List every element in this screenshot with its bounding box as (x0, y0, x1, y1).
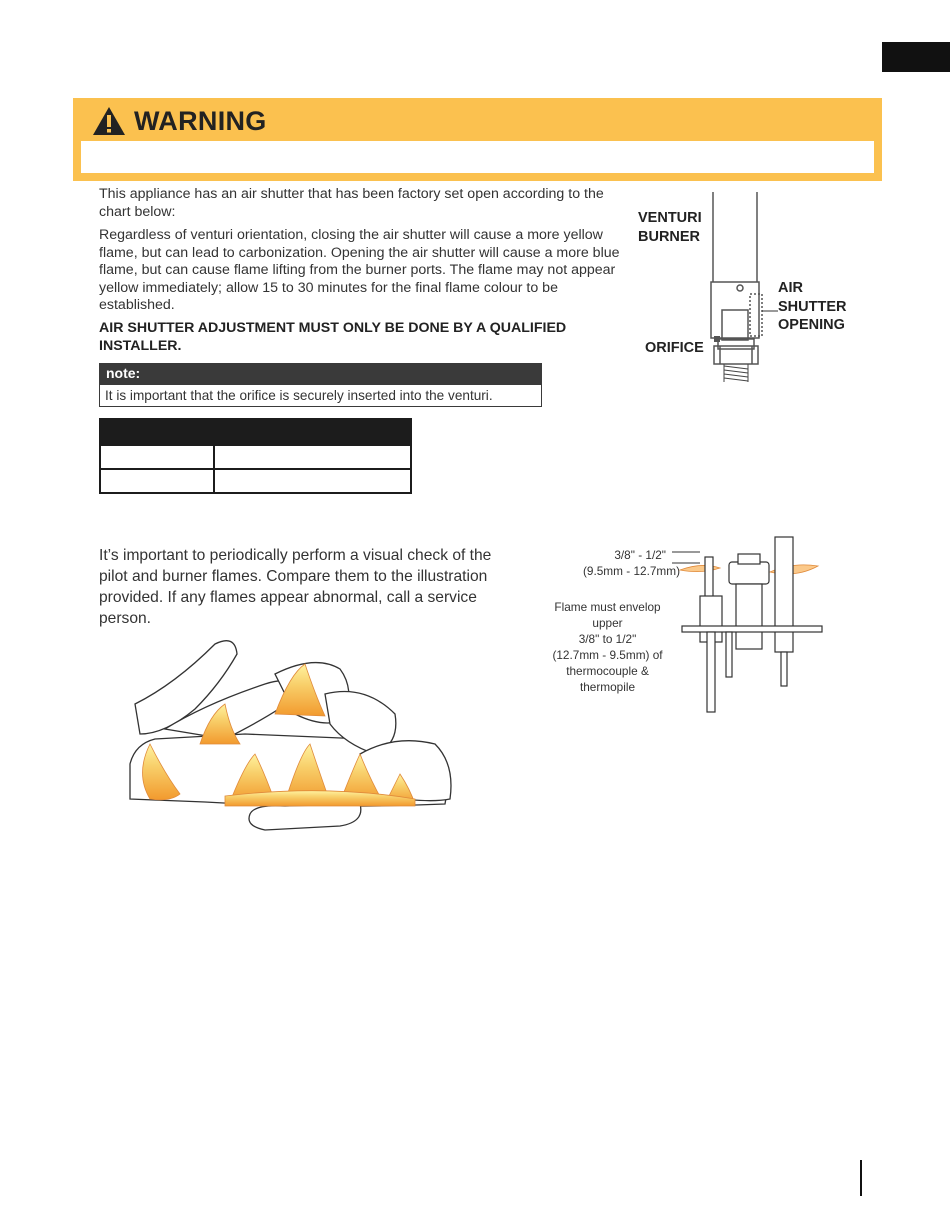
venturi-burner-text: VENTURI BURNER (638, 210, 702, 245)
warning-title: WARNING (134, 105, 267, 136)
label-orifice: ORIFICE (645, 340, 704, 356)
pilot-assembly-diagram (672, 532, 830, 714)
air-shutter-intro: This appliance has an air shutter that has been factory set open according to the chart below: (99, 186, 604, 220)
note-label: note: (99, 363, 542, 384)
chart-cell (100, 445, 214, 469)
pilot-measure-imperial: 3/8" - 1/2" (614, 548, 666, 562)
pilot-envelop-line: thermopile (579, 680, 636, 694)
note-text: It is important that the orifice is securely inserted into the venturi. (99, 384, 542, 407)
chart-row (100, 469, 411, 493)
chart-header-cell (214, 419, 411, 445)
air-shutter-detail: Regardless of venturi orientation, closing the air shutter will cause a more yellow flame, but can lead to carbonization. Opening the air shutter will cause a more blue flame, but can cause flame lifting from the burner ports. The flame may not appear yellow immediately; allow 15 to 30 minutes for the final flame colour to be established. (99, 227, 620, 314)
pilot-envelop-line: thermocouple & (566, 664, 649, 678)
chart-cell (100, 469, 214, 493)
label-air-shutter-opening (778, 279, 852, 335)
air-shutter-caution: AIR SHUTTER ADJUSTMENT MUST ONLY BE DONE BY A QUALIFIED INSTALLER. (99, 320, 567, 354)
chart-header-row (100, 419, 411, 445)
pilot-measure-metric: (9.5mm - 12.7mm) (582, 564, 680, 578)
pilot-envelop-note (535, 599, 680, 695)
venturi-burner-diagram (700, 186, 790, 401)
warning-triangle-icon (92, 106, 126, 136)
flame-check-text: It’s important to periodically perform a visual check of the pilot and burner flames. Compare them to the illustration provided. If any flames appear abnormal, call a service person. (99, 547, 492, 627)
pilot-envelop-line: Flame must envelop (554, 600, 661, 614)
label-venturi-burner (638, 209, 708, 246)
air-shutter-chart (99, 418, 412, 494)
chart-header-cell (100, 419, 214, 445)
pilot-measure (540, 547, 686, 579)
pilot-envelop-line: 3/8" to 1/2" (578, 632, 637, 646)
warning-body (81, 141, 874, 173)
chart-cell (214, 469, 411, 493)
log-set-flame-illustration (125, 634, 465, 834)
pilot-envelop-line: (12.7mm - 9.5mm) of (552, 648, 663, 662)
chart-cell (214, 445, 411, 469)
page-number-rule (860, 1160, 862, 1196)
section-tab (882, 42, 950, 72)
warning-header (92, 104, 267, 138)
air-shutter-opening-text: AIR SHUTTER OPENING (778, 280, 847, 333)
note-box (99, 363, 542, 407)
chart-row (100, 445, 411, 469)
pilot-envelop-line: upper (592, 616, 623, 630)
